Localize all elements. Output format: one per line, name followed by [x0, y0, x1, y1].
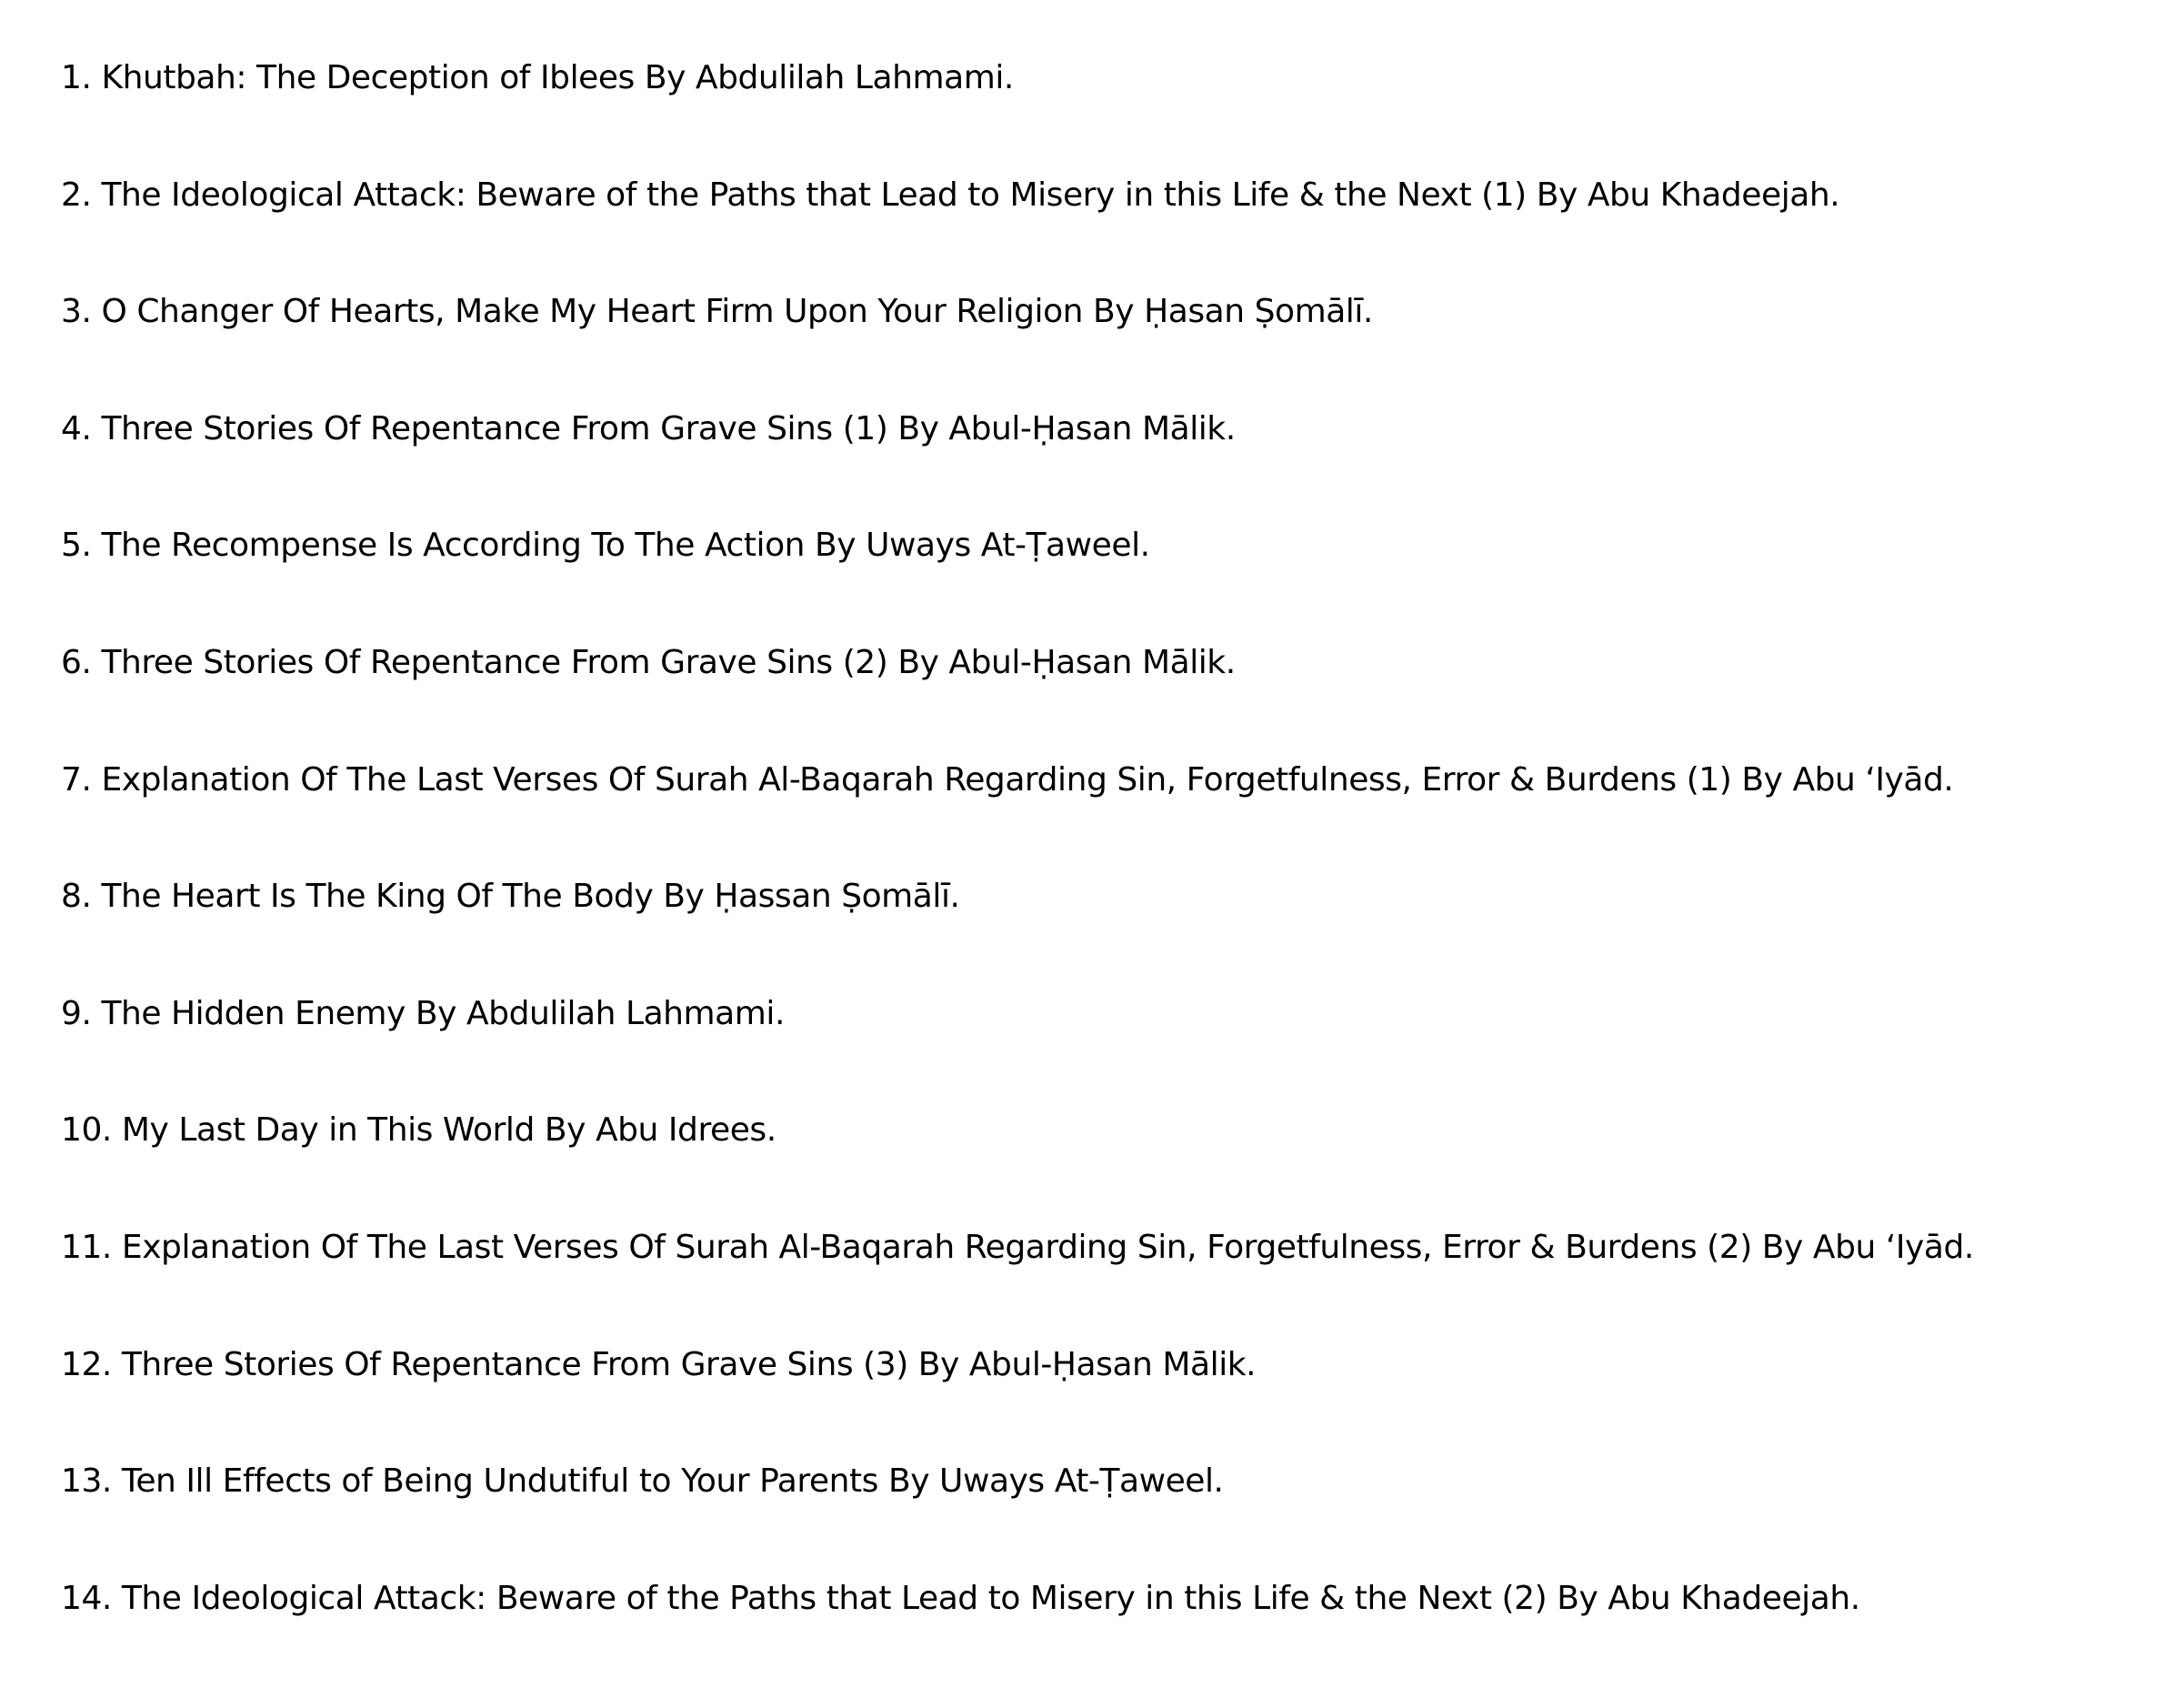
list-item: 10. My Last Day in This World By Abu Idrees. [61, 1111, 776, 1150]
list-item: 11. Explanation Of The Last Verses Of Surah Al-Baqarah Regarding Sin, Forgetfulness, Error & Burdens (2) By Abu ‘Iyād. [61, 1228, 1974, 1266]
list-item: 8. The Heart Is The King Of The Body By Ḥassan Ṣomālī. [61, 878, 960, 916]
lecture-list [61, 47, 2166, 1684]
list-item: 5. The Recompense Is According To The Action By Uways At-Ṭaweel. [61, 527, 1150, 565]
list-item: 9. The Hidden Enemy By Abdulilah Lahmami. [61, 994, 785, 1032]
list-item: 12. Three Stories Of Repentance From Grave Sins (3) By Abul-Ḥasan Mālik. [61, 1345, 1257, 1383]
list-item: 13. Ten Ill Effects of Being Undutiful to Your Parents By Uways At-Ṭaweel. [61, 1462, 1224, 1501]
list-item: 2. The Ideological Attack: Beware of the Paths that Lead to Misery in this Life & the Next (1) By Abu Khadeejah. [61, 176, 1840, 214]
list-item: 7. Explanation Of The Last Verses Of Surah Al-Baqarah Regarding Sin, Forgetfulness, Error & Burdens (1) By Abu ‘Iyād. [61, 760, 1954, 799]
list-item: 6. Three Stories Of Repentance From Grave Sins (2) By Abul-Ḥasan Mālik. [61, 643, 1236, 681]
list-item: 4. Three Stories Of Repentance From Grave Sins (1) By Abul-Ḥasan Mālik. [61, 409, 1236, 447]
list-item: 14. The Ideological Attack: Beware of the Paths that Lead to Misery in this Life & the Next (2) By Abu Khadeejah. [61, 1579, 1860, 1617]
list-item: 3. O Changer Of Hearts, Make My Heart Firm Upon Your Religion By Ḥasan Ṣomālī. [61, 293, 1373, 331]
list-item: 1. Khutbah: The Deception of Iblees By Abdulilah Lahmami. [61, 59, 1014, 96]
